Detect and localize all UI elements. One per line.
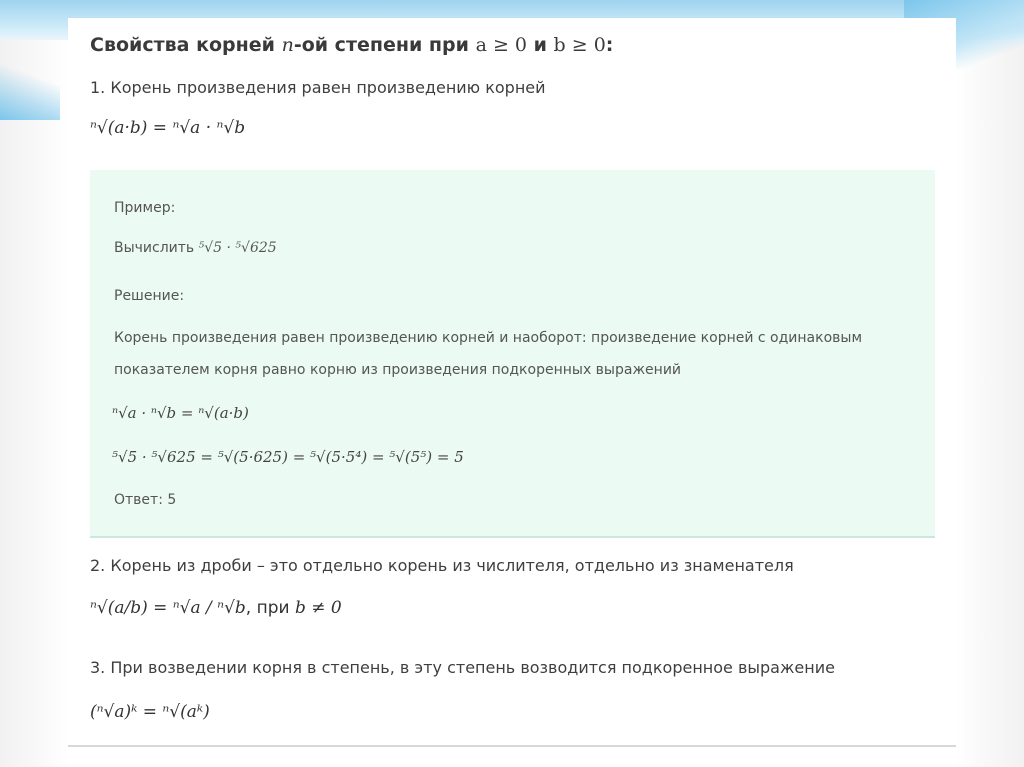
title-prefix: Свойства корней (90, 34, 282, 56)
title-variable-n: n (281, 34, 294, 56)
title-colon: : (605, 34, 614, 56)
example-answer: Ответ: 5 (114, 492, 177, 508)
explanation-line-1: Корень произведения равен произведению корней и наоборот: произведение корней с одинаковым (114, 330, 863, 346)
property-2-condition: b ≠ 0 (294, 598, 342, 618)
property-2-condition-text: , при (245, 598, 295, 618)
property-3-heading: 3. При возведении корня в степень, в эту степень возводится подкоренное выражение (90, 658, 835, 677)
page-title (90, 34, 613, 56)
property-2-heading: 2. Корень из дроби – это отдельно корень из числителя, отдельно из знаменателя (90, 556, 794, 575)
background-wave-left (0, 60, 60, 120)
example-general-formula: ⁿ√a · ⁿ√b = ⁿ√(a·b) (112, 404, 249, 422)
example-task-text: Вычислить (114, 240, 195, 256)
property-3-formula: (ⁿ√a)ᵏ = ⁿ√(aᵏ) (90, 702, 210, 722)
title-and: и (527, 34, 554, 56)
example-task-formula: ⁵√5 · ⁵√625 (198, 240, 277, 256)
example-calculation-formula: ⁵√5 · ⁵√625 = ⁵√(5·625) = ⁵√(5·5⁴) = ⁵√(5⁵) = 5 (112, 448, 464, 466)
property-1-heading: 1. Корень произведения равен произведению корней (90, 78, 546, 97)
property-1-formula: ⁿ√(a·b) = ⁿ√a · ⁿ√b (90, 118, 246, 138)
explanation-line-2: показателем корня равно корню из произведения подкоренных выражений (114, 362, 682, 378)
property-2-formula-line (90, 598, 342, 618)
solution-label: Решение: (114, 288, 185, 304)
title-condition-b: b ≥ 0 (553, 34, 606, 56)
example-box (90, 170, 935, 538)
example-task (114, 240, 277, 256)
property-2-formula: ⁿ√(a/b) = ⁿ√a / ⁿ√b (90, 598, 246, 618)
title-condition-a: a ≥ 0 (475, 34, 527, 56)
title-suffix: -ой степени при (293, 34, 476, 56)
example-label: Пример: (114, 200, 176, 216)
content-sheet (68, 18, 956, 747)
background-right-shade (954, 0, 1024, 767)
